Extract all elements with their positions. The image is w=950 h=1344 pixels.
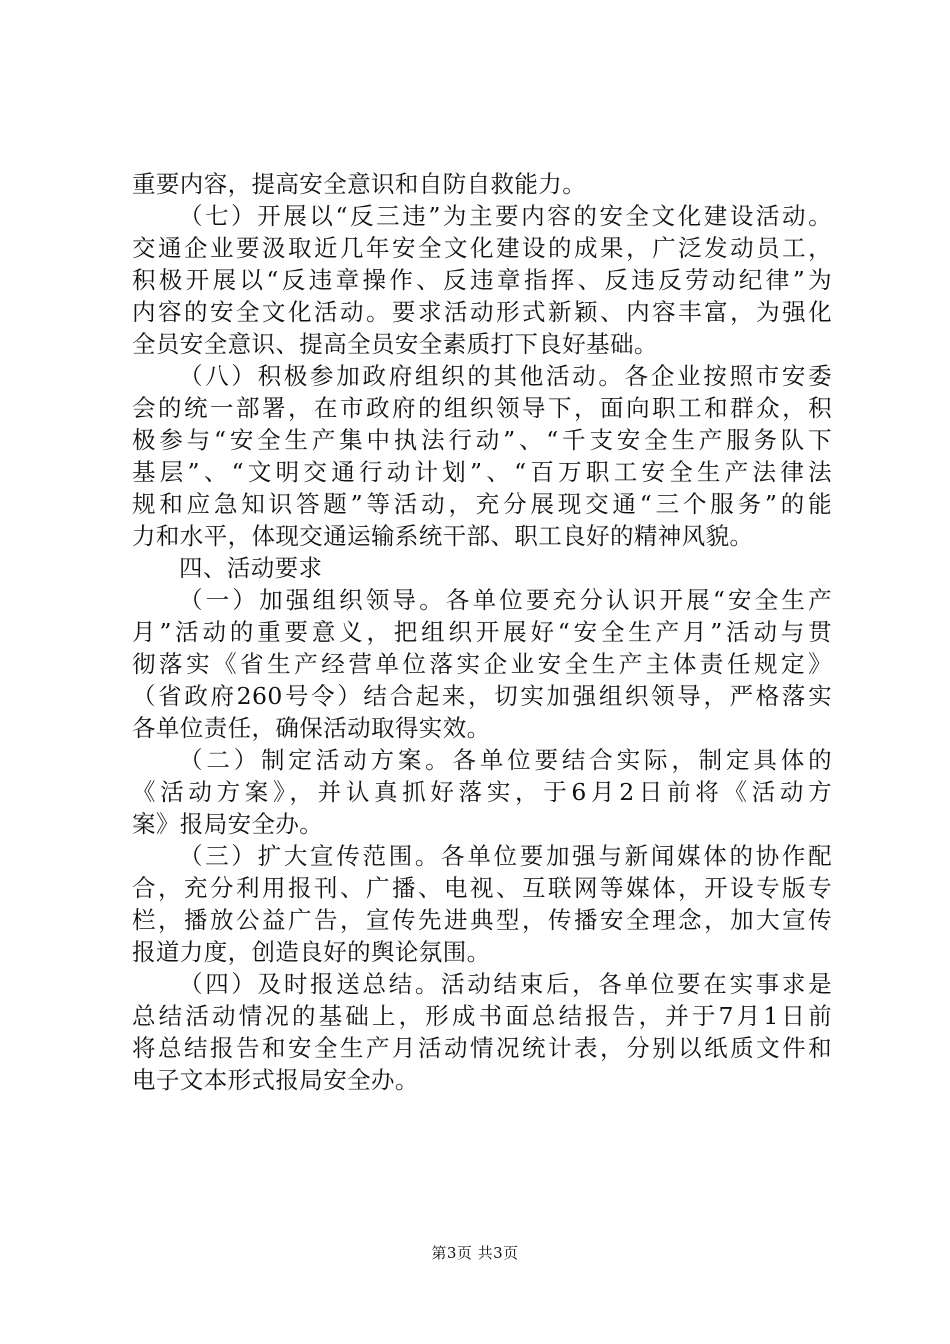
text-line: 交通企业要汲取近几年安全文化建设的成果，广泛发动员工， [132, 234, 832, 262]
text-line: 将总结报告和安全生产月活动情况统计表，分别以纸质文件和 [132, 1034, 832, 1062]
text-line: （一）加强组织领导。各单位要充分认识开展“安全生产 [179, 586, 832, 614]
text-line: 栏，播放公益广告，宣传先进典型，传播安全理念，加大宣传 [132, 906, 832, 934]
text-line: （四）及时报送总结。活动结束后，各单位要在实事求是 [179, 970, 832, 998]
text-line: 极参与“安全生产集中执法行动”、“千支安全生产服务队下 [132, 426, 832, 454]
text-line: （七）开展以“反三违”为主要内容的安全文化建设活动。 [179, 202, 832, 230]
text-line: 全员安全意识、提高全员安全素质打下良好基础。 [132, 330, 658, 358]
text-line: 规和应急知识答题”等活动，充分展现交通“三个服务”的能 [132, 490, 832, 518]
text-line: 彻落实《省生产经营单位落实企业安全生产主体责任规定》 [132, 650, 832, 678]
text-line: （二）制定活动方案。各单位要结合实际，制定具体的 [179, 746, 832, 774]
page-number-footer: 第3页 共3页 [431, 1244, 519, 1262]
text-line: 会的统一部署，在市政府的组织领导下，面向职工和群众，积 [132, 394, 832, 422]
text-line: 内容的安全文化活动。要求活动形式新颖、内容丰富，为强化 [132, 298, 832, 326]
text-line: 电子文本形式报局安全办。 [132, 1066, 419, 1094]
text-line: 重要内容，提高安全意识和自防自救能力。 [132, 170, 587, 198]
text-line: 报道力度，创造良好的舆论氛围。 [132, 938, 491, 966]
text-line: 案》报局安全办。 [132, 810, 324, 838]
text-line: 《活动方案》，并认真抓好落实，于6月2日前将《活动方 [132, 778, 832, 806]
text-line: 月”活动的重要意义，把组织开展好“安全生产月”活动与贯 [132, 618, 832, 646]
text-line: （三）扩大宣传范围。各单位要加强与新闻媒体的协作配 [179, 842, 832, 870]
document-body [132, 168, 832, 1096]
text-line: 各单位责任，确保活动取得实效。 [132, 714, 491, 742]
text-line: 总结活动情况的基础上，形成书面总结报告，并于7月1日前 [132, 1002, 832, 1030]
text-line: 基层”、“文明交通行动计划”、“百万职工安全生产法律法 [132, 458, 832, 486]
text-line: 合，充分利用报刊、广播、电视、互联网等媒体，开设专版专 [132, 874, 832, 902]
text-line: 力和水平，体现交通运输系统干部、职工良好的精神风貌。 [132, 522, 754, 550]
section-heading: 四、活动要求 [179, 554, 323, 582]
text-line: 积极开展以“反违章操作、反违章指挥、反违反劳动纪律”为 [132, 266, 832, 294]
text-line: （八）积极参加政府组织的其他活动。各企业按照市安委 [179, 362, 832, 390]
text-line: （省政府260号令）结合起来，切实加强组织领导，严格落实 [132, 682, 832, 710]
